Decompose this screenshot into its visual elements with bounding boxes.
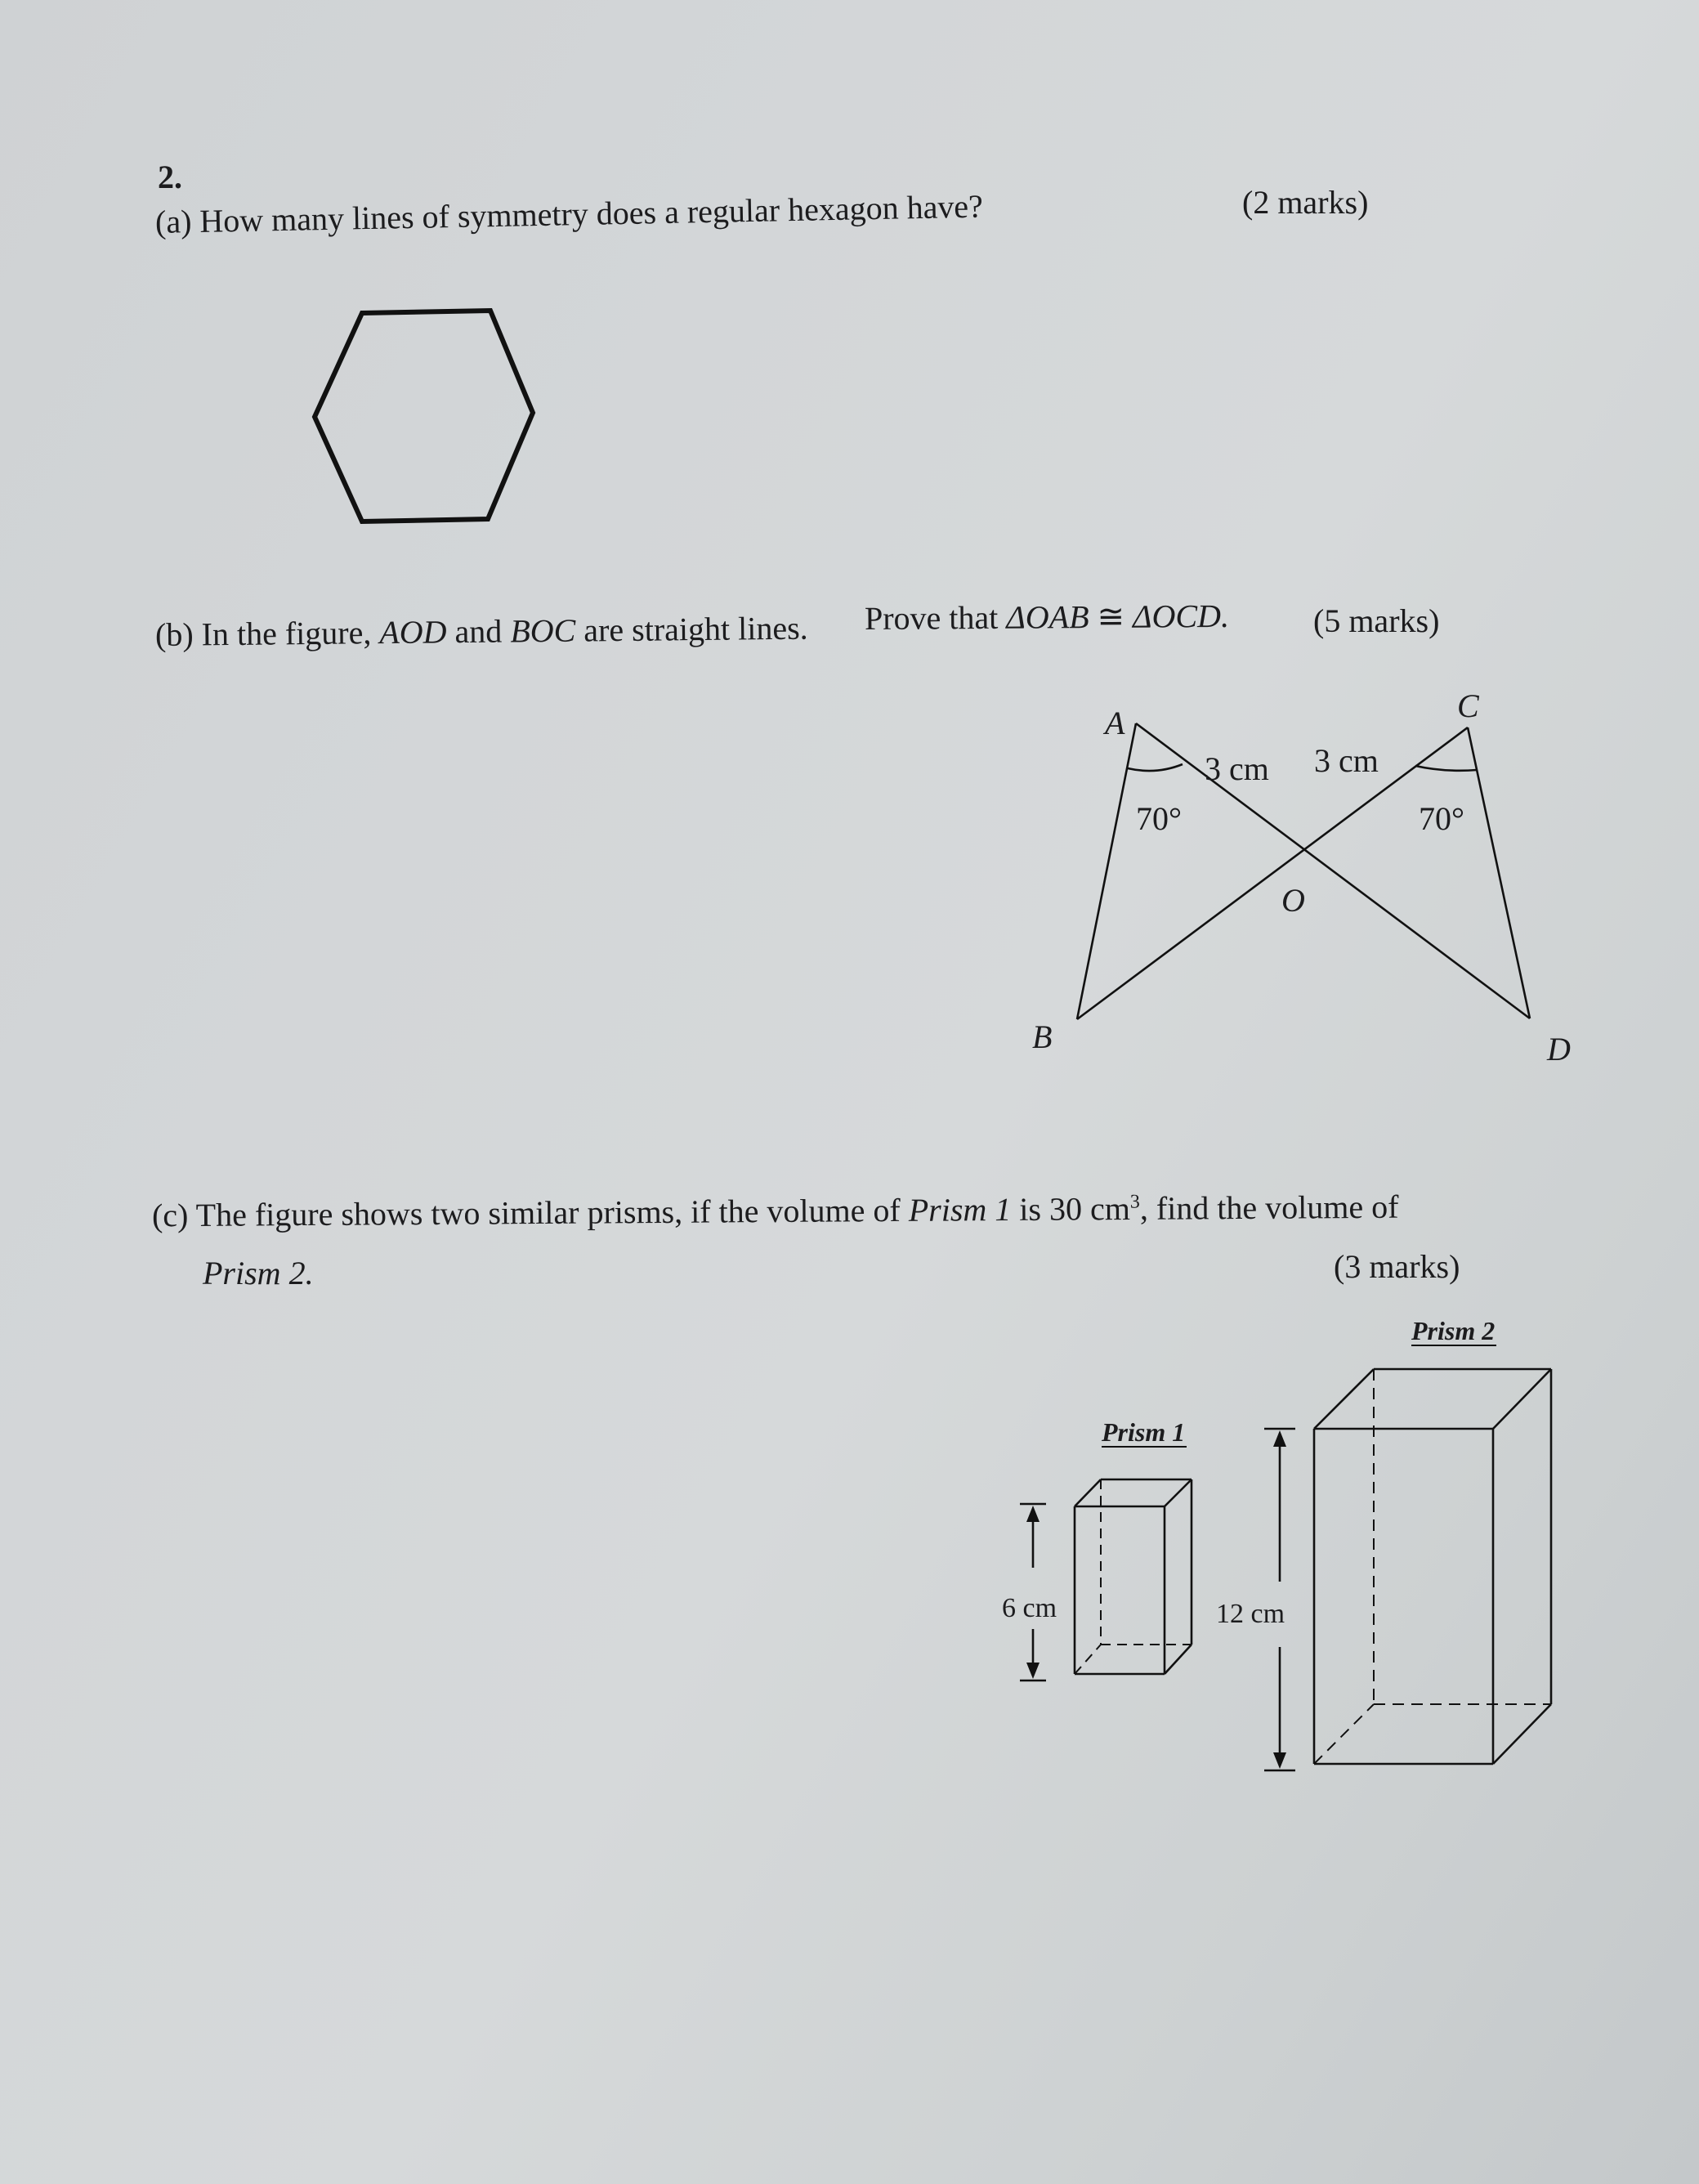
length-oa-label: 3 cm xyxy=(1205,750,1269,787)
length-oc-label: 3 cm xyxy=(1314,742,1379,779)
prism-1-name: Prism 1 xyxy=(908,1190,1012,1228)
triangles-figure-labels xyxy=(1032,687,1571,1067)
prism-1-height-label: 6 cm xyxy=(1002,1593,1057,1623)
congruent-symbol: ≅ xyxy=(1097,597,1125,636)
question-number: 2. xyxy=(158,159,182,195)
line-boc: BOC xyxy=(510,611,576,650)
prism-1-arrow-up xyxy=(1026,1506,1040,1522)
line-aod: AOD xyxy=(379,613,447,651)
angle-a-label: 70° xyxy=(1136,800,1182,837)
prism-2-line: Prism 2. xyxy=(203,1255,314,1291)
triangle-oab: ΔOAB xyxy=(1006,598,1089,636)
point-o-label: O xyxy=(1281,882,1305,919)
line-boc-segment xyxy=(1077,727,1468,1019)
triangles-figure xyxy=(1077,723,1530,1019)
prism-2-height-label: 12 cm xyxy=(1216,1599,1285,1629)
part-b-label: (b) xyxy=(154,615,194,653)
prism-2-arrow-down xyxy=(1273,1752,1286,1769)
angle-arc-c xyxy=(1415,766,1477,771)
part-a-marks: (2 marks) xyxy=(1242,184,1369,221)
point-d-label: D xyxy=(1547,1031,1571,1067)
angle-arc-a xyxy=(1128,764,1183,771)
prove-text: Prove that xyxy=(864,598,999,637)
prism-1-label: Prism 1 xyxy=(1102,1417,1186,1447)
part-c-text-3: , find the volume of xyxy=(1139,1188,1399,1227)
part-b-text-1: In the figure, xyxy=(201,614,372,653)
part-b-text-3: are straight lines. xyxy=(583,609,808,649)
part-a-label: (a) xyxy=(154,203,192,240)
regular-hexagon xyxy=(315,311,533,521)
part-b-text-2: and xyxy=(454,612,503,651)
triangle-ocd: ΔOCD. xyxy=(1132,597,1230,635)
prism-1-arrow-down xyxy=(1026,1663,1040,1679)
prism-1-figure xyxy=(1020,1479,1192,1681)
part-c-marks: (3 marks) xyxy=(1334,1248,1460,1285)
prism-2-arrow-up xyxy=(1273,1430,1286,1447)
part-b-marks: (5 marks) xyxy=(1313,602,1440,639)
part-c-text-1: The figure shows two similar prisms, if the volume of xyxy=(195,1191,901,1233)
part-c-label: (c) xyxy=(151,1197,189,1234)
line-cd xyxy=(1468,727,1530,1018)
prism-2-figure xyxy=(1264,1369,1551,1770)
point-b-label: B xyxy=(1032,1018,1053,1055)
angle-c-label: 70° xyxy=(1419,800,1464,837)
point-c-label: C xyxy=(1457,687,1479,724)
prism-2-label: Prism 2 xyxy=(1411,1316,1496,1345)
superscript-3: 3 xyxy=(1129,1191,1140,1213)
line-ab xyxy=(1077,723,1136,1019)
part-c-text-2: is 30 cm xyxy=(1019,1189,1131,1228)
point-a-label: A xyxy=(1105,705,1125,741)
part-a-text: How many lines of symmetry does a regular hexagon have? xyxy=(199,187,984,239)
